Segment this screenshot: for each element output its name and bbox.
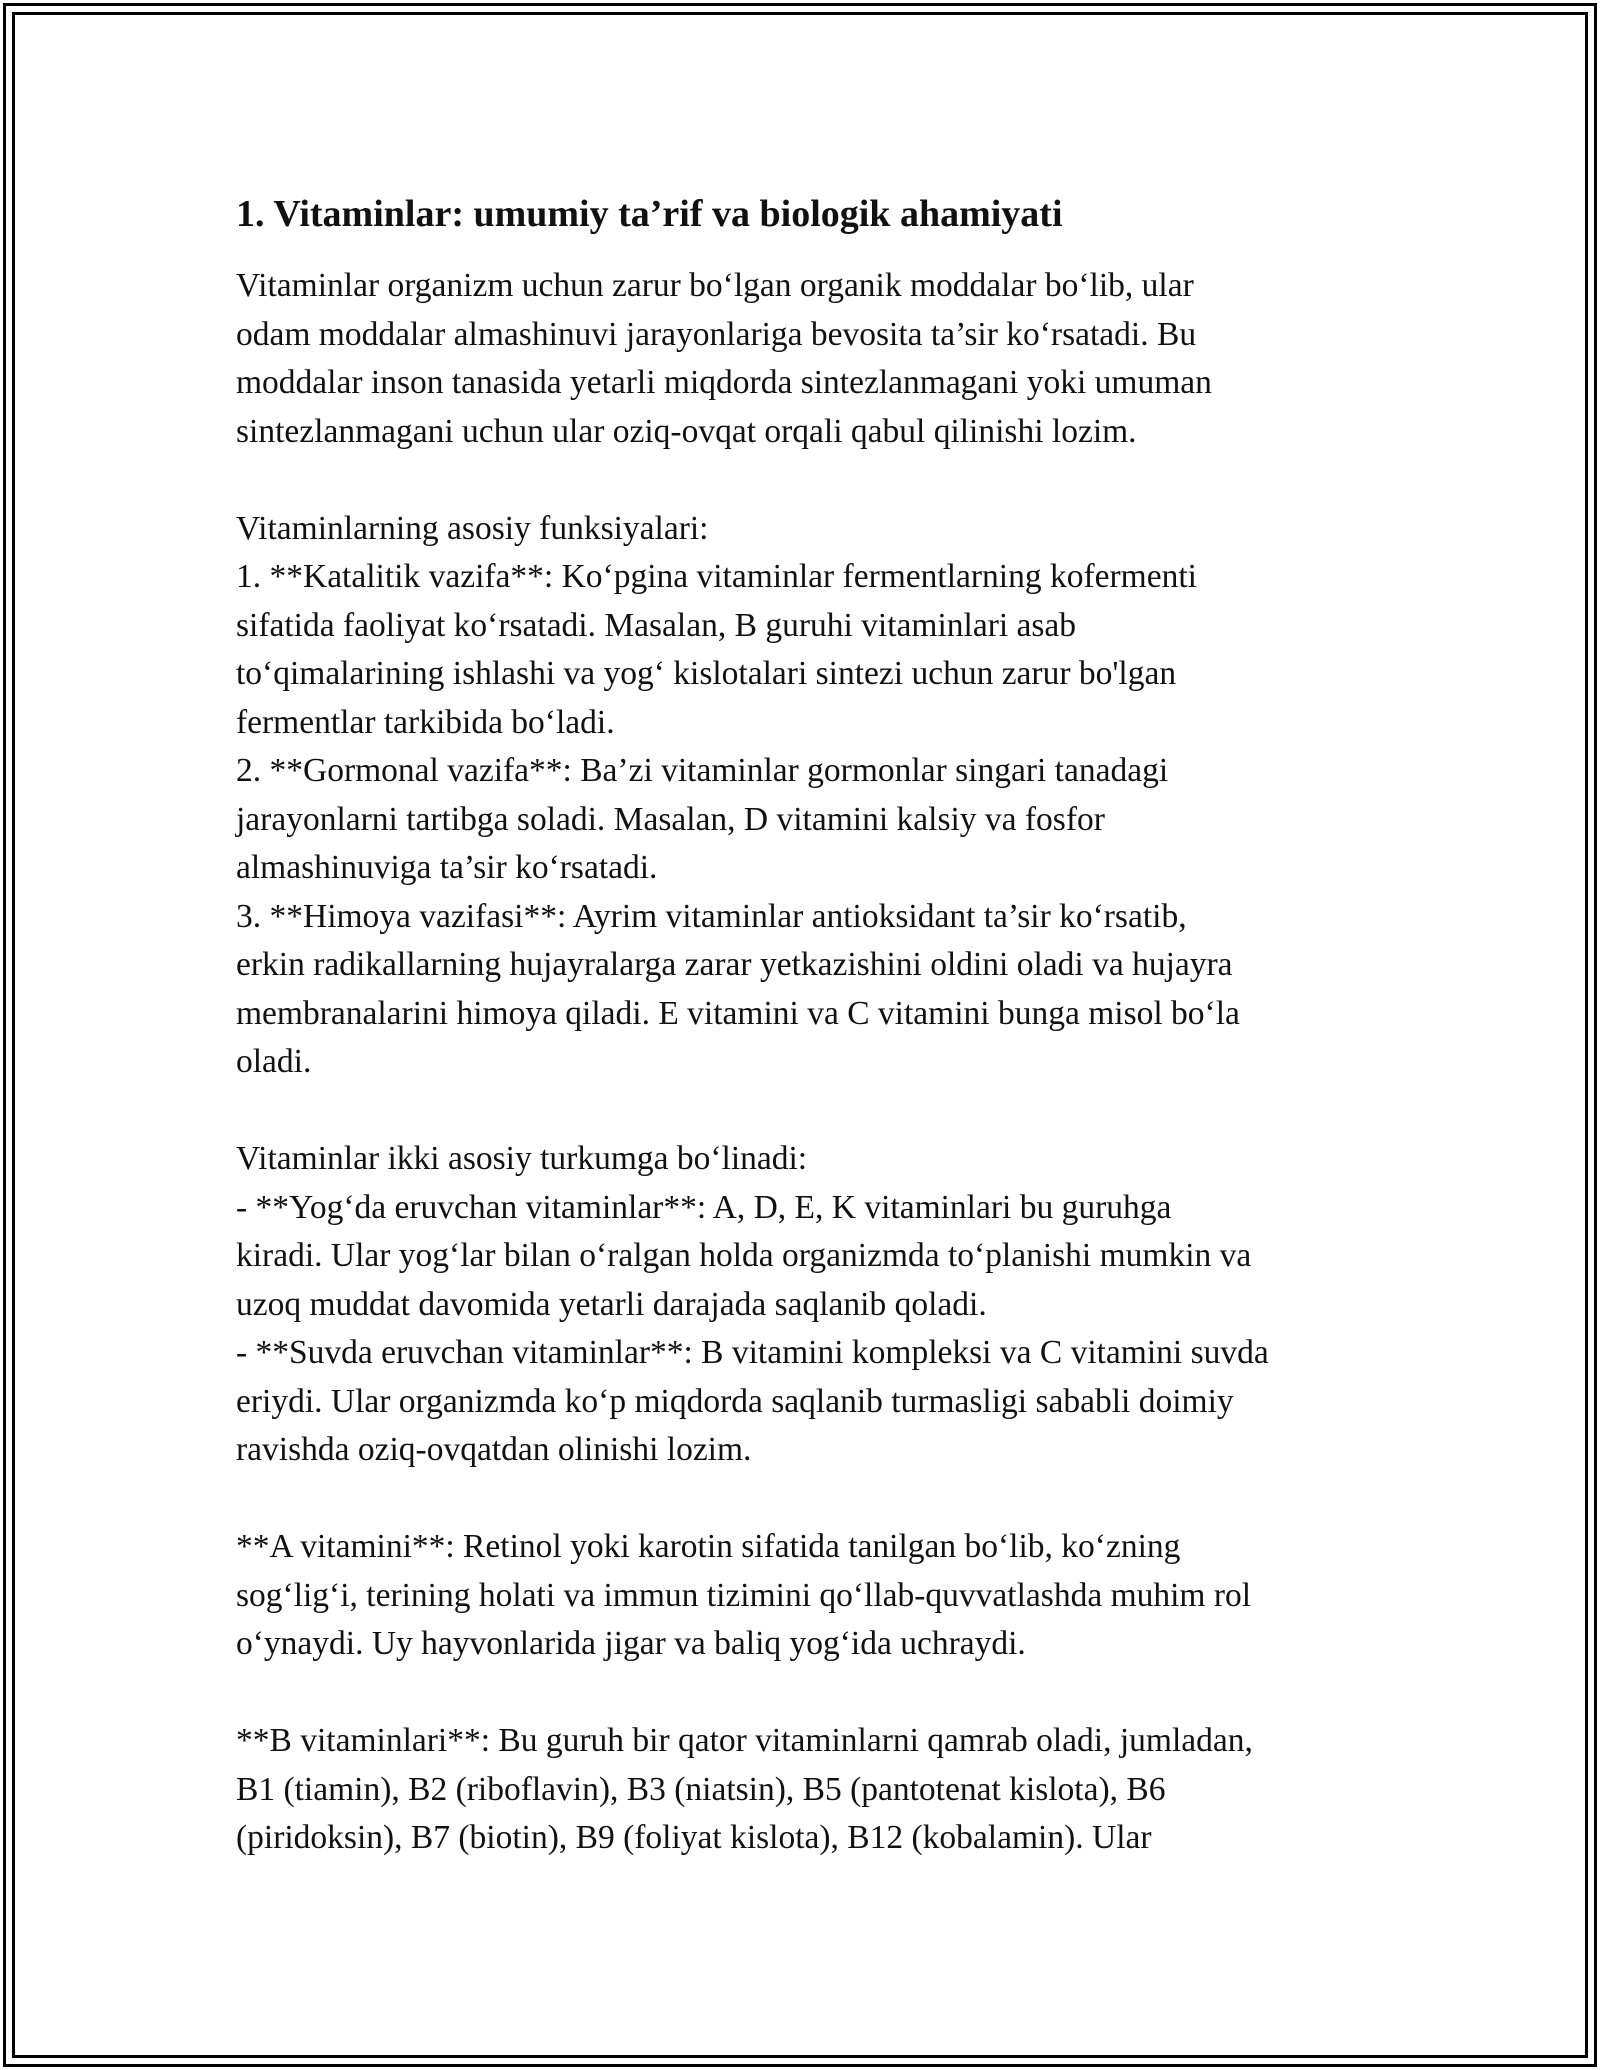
text-line: **B vitaminlari**: Bu guruh bir qator vitaminlarni qamrab oladi, jumladan, (236, 1722, 1253, 1759)
document-text (236, 262, 1386, 1863)
text-line: jarayonlarni tartibga soladi. Masalan, D vitamini kalsiy va fosfor (236, 800, 1105, 838)
text-line: kiradi. Ular yog‘lar bilan o‘ralgan holda organizmda to‘planishi mumkin va (236, 1237, 1252, 1274)
text-line: Vitaminlarning asosiy funksiyalari: (236, 509, 709, 547)
text-line: (piridoksin), B7 (biotin), B9 (foliyat kislota), B12 (kobalamin). Ular (236, 1819, 1152, 1856)
document-title: 1. Vitaminlar: umumiy ta’rif va biologik ahamiyati (236, 193, 1063, 235)
text-line: almashinuviga ta’sir ko‘rsatadi. (236, 849, 658, 886)
text-line: - **Yog‘da eruvchan vitaminlar**: A, D, E, K vitaminlari bu guruhga (236, 1188, 1172, 1226)
paragraph-break (236, 456, 1386, 505)
text-line: B1 (tiamin), B2 (riboflavin), B3 (niatsin), B5 (pantotenat kislota), B6 (236, 1770, 1166, 1808)
text-line: moddalar inson tanasida yetarli miqdorda sintezlanmagani yoki umuman (236, 364, 1212, 401)
paragraph-break (236, 1087, 1386, 1136)
text-line: membranalarini himoya qiladi. E vitamini va C vitamini bunga misol bo‘la (236, 994, 1240, 1032)
text-line: o‘ynaydi. Uy hayvonlarida jigar va baliq yog‘ida uchraydi. (236, 1625, 1026, 1662)
text-line: 2. **Gormonal vazifa**: Ba’zi vitaminlar gormonlar singari tanadagi (236, 752, 1169, 789)
text-line: 1. **Katalitik vazifa**: Ko‘pgina vitaminlar fermentlarning kofermenti (236, 558, 1197, 595)
text-line: to‘qimalarining ishlashi va yog‘ kislotalari sintezi uchun zarur bo'lgan (236, 655, 1177, 692)
text-line: fermentlar tarkibida bo‘ladi. (236, 703, 615, 741)
text-line: 3. **Himoya vazifasi**: Ayrim vitaminlar antioksidant ta’sir ko‘rsatib, (236, 897, 1187, 935)
text-line: sog‘lig‘i, terining holati va immun tizimini qo‘llab-quvvatlashda muhim rol (236, 1576, 1252, 1614)
paragraph-break (236, 1475, 1386, 1524)
text-line: odam moddalar almashinuvi jarayonlariga bevosita ta’sir ko‘rsatadi. Bu (236, 315, 1197, 353)
text-line: oladi. (236, 1043, 312, 1080)
text-line: Vitaminlar organizm uchun zarur bo‘lgan organik moddalar bo‘lib, ular (236, 267, 1194, 304)
text-line: - **Suvda eruvchan vitaminlar**: B vitamini kompleksi va C vitamini suvda (236, 1334, 1269, 1371)
text-line: Vitaminlar ikki asosiy turkumga bo‘linadi: (236, 1140, 808, 1177)
text-line: erkin radikallarning hujayralarga zarar yetkazishini oldini oladi va hujayra (236, 946, 1233, 983)
paragraph-break (236, 1669, 1386, 1718)
text-line: **A vitamini**: Retinol yoki karotin sifatida tanilgan bo‘lib, ko‘zning (236, 1528, 1181, 1565)
document-body (236, 186, 1386, 1863)
text-line: sifatida faoliyat ko‘rsatadi. Masalan, B guruhi vitaminlari asab (236, 606, 1077, 644)
text-line: eriydi. Ular organizmda ko‘p miqdorda saqlanib turmasligi sababli doimiy (236, 1382, 1234, 1420)
text-line: sintezlanmagani uchun ular oziq-ovqat orqali qabul qilinishi lozim. (236, 412, 1137, 450)
text-line: uzoq muddat davomida yetarli darajada saqlanib qoladi. (236, 1285, 987, 1323)
text-line: ravishda oziq-ovqatdan olinishi lozim. (236, 1431, 752, 1468)
